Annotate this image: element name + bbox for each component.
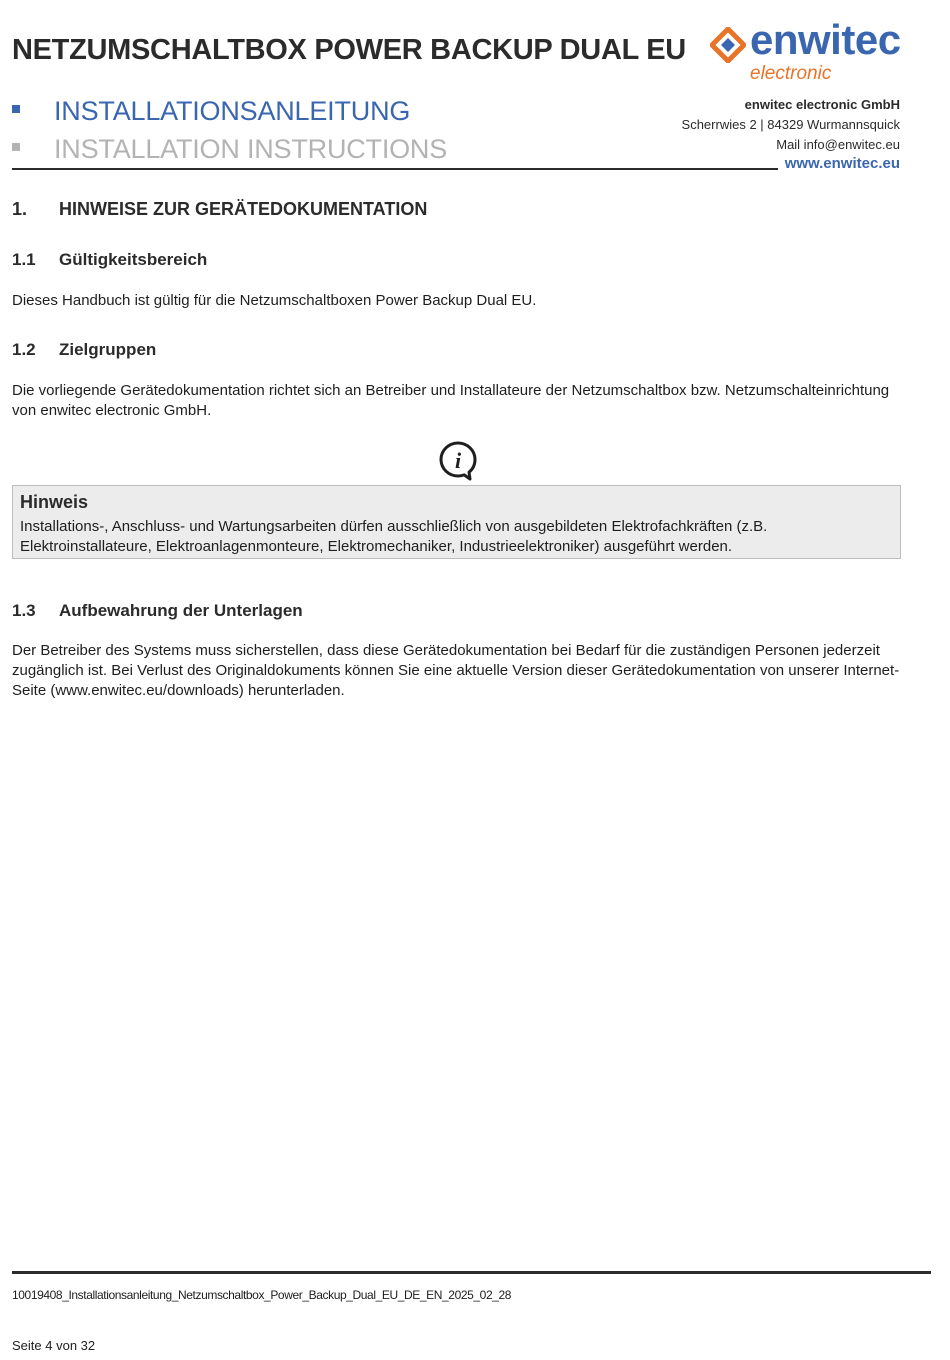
subtitle-de: INSTALLATIONSANLEITUNG: [54, 96, 411, 126]
note-title: Hinweis: [20, 492, 89, 512]
document-title: NETZUMSCHALTBOX POWER BACKUP DUAL EU: [12, 34, 686, 66]
info-icon: [439, 441, 477, 481]
footer-filename: 10019408_Installationsanleitung_Netzumschaltbox_Power_Backup_Dual_EU_DE_EN_2025_02_28: [12, 1288, 512, 1302]
section-number: 1.2: [12, 340, 36, 359]
note-text: Installations-, Anschluss- und Wartungsarbeiten dürfen ausschließlich von ausgebildeten Elektrofachkräften (z.B. Elektroinstallateure, Elektroanlagenmonteure, Elektromechaniker, Industrieelektroniker) ausgeführt werden.: [20, 518, 768, 555]
bullet-square-icon: [12, 143, 20, 151]
company-website-link[interactable]: www.enwitec.eu: [784, 155, 900, 172]
page-number: Seite 4 von 32: [12, 1338, 96, 1353]
section-1-3-text: Der Betreiber des Systems muss sicherstellen, dass diese Gerätedokumentation bei Bedarf für die zuständigen Personen jederzeit zugänglich ist. Bei Verlust des Originaldokuments können Sie eine aktuelle Version dieser Gerätedokumentation von unserer Internet-Seite (www.enwitec.eu/downloads) herunterladen.: [12, 642, 900, 699]
enwitec-diamond-logo-icon: [710, 27, 746, 63]
section-1-2-heading: [12, 340, 156, 360]
section-1-heading: [12, 199, 427, 220]
subtitle-en-row: [12, 134, 447, 165]
section-title: Gültigkeitsbereich: [59, 250, 208, 269]
section-1-3-heading: [12, 601, 303, 621]
logo-wordmark: enwitec: [750, 16, 901, 63]
note-box: [12, 485, 901, 559]
bullet-square-icon: [12, 105, 20, 113]
section-1-2-text: Die vorliegende Gerätedokumentation richtet sich an Betreiber und Installateure der Netzumschaltbox bzw. Netzumschalteinrichtung von enwitec electronic GmbH.: [12, 382, 890, 419]
section-number: 1.1: [12, 250, 36, 269]
section-number: 1.3: [12, 601, 36, 620]
svg-text:i: i: [454, 448, 462, 473]
footer-divider: [12, 1271, 931, 1274]
company-street: Scherrwies 2 | 84329 Wurmannsquick: [681, 117, 900, 132]
section-1-1-heading: [12, 250, 207, 270]
subtitle-de-row: [12, 96, 410, 127]
logo-subtext: electronic: [750, 63, 832, 84]
section-1-1-text: Dieses Handbuch ist gültig für die Netzumschaltboxen Power Backup Dual EU.: [12, 292, 537, 309]
company-name: enwitec electronic GmbH: [744, 97, 900, 112]
subtitle-en: INSTALLATION INSTRUCTIONS: [54, 134, 448, 164]
header-divider: [12, 168, 778, 170]
section-title: Aufbewahrung der Unterlagen: [59, 601, 303, 620]
section-title: Zielgruppen: [59, 340, 157, 359]
section-number: 1.: [12, 199, 28, 219]
company-mail: Mail info@enwitec.eu: [776, 137, 900, 152]
section-title: HINWEISE ZUR GERÄTEDOKUMENTATION: [59, 199, 428, 219]
